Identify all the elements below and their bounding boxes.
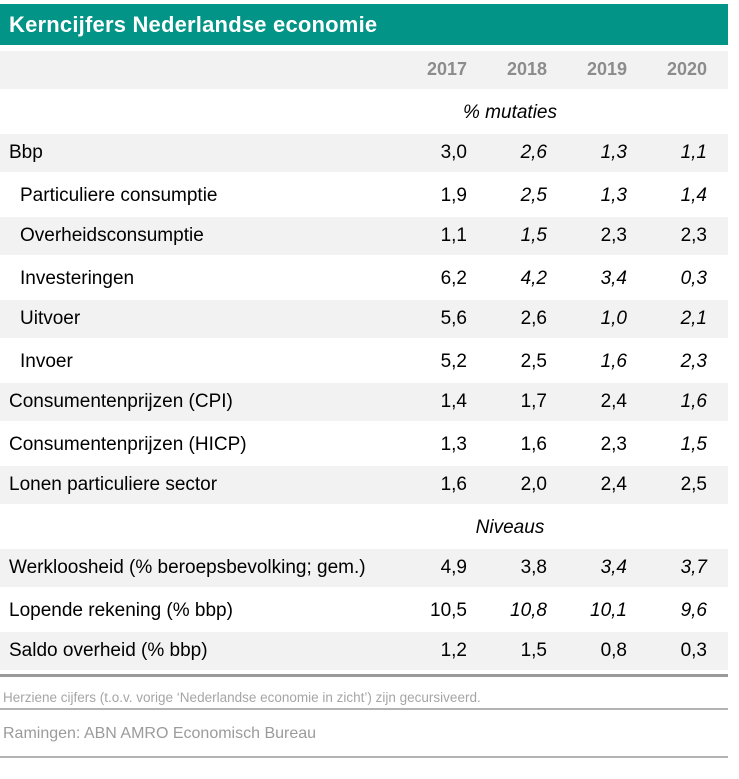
- value-cell: 5,2: [440, 351, 467, 373]
- row-label: Werkloosheid (% beroepsbevolking; gem.): [9, 556, 366, 578]
- value-cell: 1,3: [600, 185, 627, 207]
- value-cell: 2,6: [520, 307, 547, 329]
- row-label: Invoer: [20, 351, 73, 373]
- value-cell: 1,5: [520, 224, 547, 246]
- year-column-header: 2019: [586, 59, 627, 80]
- year-column-header: 2018: [506, 59, 547, 80]
- row-label: Bbp: [9, 141, 43, 163]
- value-cell: 1,6: [680, 390, 707, 412]
- value-cell: 2,4: [600, 390, 627, 412]
- row-label: Overheidsconsumptie: [20, 224, 204, 246]
- value-cell: 0,3: [680, 268, 707, 290]
- value-cell: 4,9: [440, 556, 467, 578]
- value-cell: 3,4: [600, 556, 627, 578]
- value-cell: 2,5: [520, 351, 547, 373]
- section-header-row: [0, 508, 728, 550]
- economic-figures-table: [0, 4, 728, 758]
- footnote: Herziene cijfers (t.o.v. vorige ‘Nederlandse economie in zicht’) zijn gecursiveerd.: [0, 690, 728, 710]
- value-cell: 1,9: [440, 185, 467, 207]
- value-cell: 10,5: [430, 600, 467, 622]
- table-row: [0, 176, 728, 218]
- table-row: [0, 217, 728, 259]
- section-header-label: Niveaus: [475, 517, 545, 539]
- table-title-bar: [0, 4, 728, 45]
- value-cell: 1,3: [600, 141, 627, 163]
- value-cell: 9,6: [680, 600, 707, 622]
- value-cell: 5,6: [440, 307, 467, 329]
- row-label: Lopende rekening (% bbp): [9, 600, 233, 622]
- value-cell: 1,0: [600, 307, 627, 329]
- value-cell: 2,3: [680, 224, 707, 246]
- value-cell: 2,3: [600, 434, 627, 456]
- year-column-header: 2020: [666, 59, 707, 80]
- value-cell: 10,8: [510, 600, 547, 622]
- value-cell: 1,4: [440, 390, 467, 412]
- row-label: Particuliere consumptie: [20, 185, 218, 207]
- table-row: [0, 425, 728, 467]
- value-cell: 2,0: [520, 473, 547, 495]
- value-cell: 1,6: [440, 473, 467, 495]
- value-cell: 1,6: [520, 434, 547, 456]
- table-row: [0, 549, 728, 591]
- value-cell: 0,8: [600, 639, 627, 661]
- source-line: Ramingen: ABN AMRO Economisch Bureau: [0, 725, 728, 758]
- value-cell: 1,6: [600, 351, 627, 373]
- value-cell: 3,8: [520, 556, 547, 578]
- row-label: Lonen particuliere sector: [9, 473, 218, 495]
- value-cell: 1,7: [520, 390, 547, 412]
- row-label: Uitvoer: [20, 307, 81, 329]
- value-cell: 1,5: [520, 639, 547, 661]
- value-cell: 1,5: [680, 434, 707, 456]
- row-label: Investeringen: [20, 268, 135, 290]
- value-cell: 2,4: [600, 473, 627, 495]
- table-row: [0, 383, 728, 425]
- value-cell: 1,4: [680, 185, 707, 207]
- table-body: [0, 93, 728, 677]
- row-label: Saldo overheid (% bbp): [9, 639, 208, 661]
- year-column-header: 2017: [426, 59, 467, 80]
- value-cell: 4,2: [520, 268, 547, 290]
- table-row: [0, 259, 728, 301]
- value-cell: 10,1: [590, 600, 627, 622]
- value-cell: 3,7: [680, 556, 707, 578]
- value-cell: 2,1: [680, 307, 707, 329]
- value-cell: 2,6: [520, 141, 547, 163]
- value-cell: 0,3: [680, 639, 707, 661]
- value-cell: 2,3: [680, 351, 707, 373]
- table-row: [0, 466, 728, 508]
- value-cell: 1,1: [440, 224, 467, 246]
- value-cell: 2,3: [600, 224, 627, 246]
- year-header-row: [0, 51, 728, 93]
- value-cell: 3,4: [600, 268, 627, 290]
- value-cell: 1,1: [680, 141, 707, 163]
- table-row: [0, 591, 728, 633]
- value-cell: 6,2: [440, 268, 467, 290]
- section-header-label: % mutaties: [463, 102, 557, 124]
- value-cell: 2,5: [520, 185, 547, 207]
- row-label: Consumentenprijzen (HICP): [9, 434, 247, 456]
- table-row: [0, 342, 728, 384]
- row-label: Consumentenprijzen (CPI): [9, 390, 233, 412]
- table-row: [0, 632, 728, 674]
- table-row: [0, 300, 728, 342]
- value-cell: 2,5: [680, 473, 707, 495]
- value-cell: 1,2: [440, 639, 467, 661]
- value-cell: 3,0: [440, 141, 467, 163]
- value-cell: 1,3: [440, 434, 467, 456]
- section-header-row: [0, 93, 728, 135]
- table-row: [0, 134, 728, 176]
- table-title: Kerncijfers Nederlandse economie: [9, 11, 378, 37]
